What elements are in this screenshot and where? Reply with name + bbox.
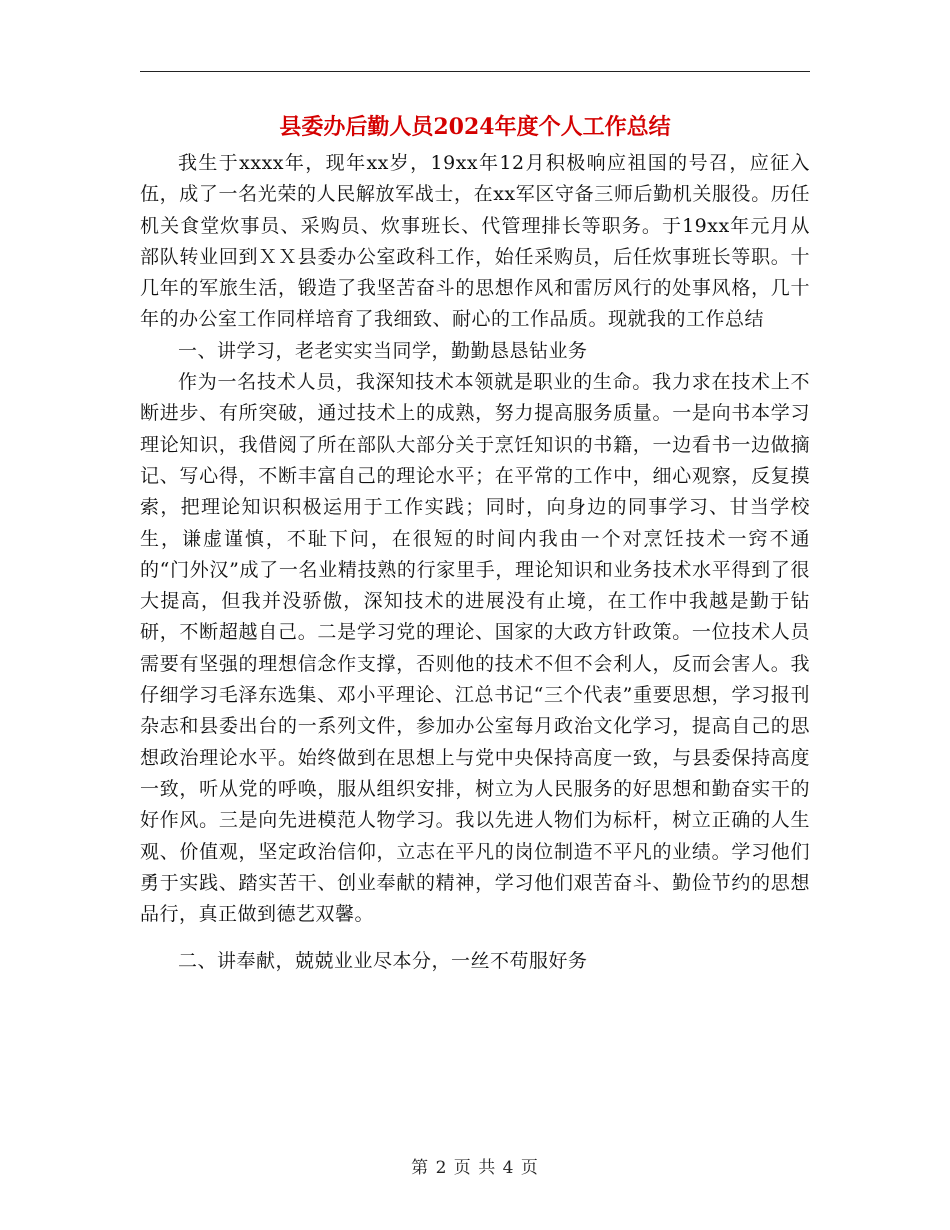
section-2-heading: 二、讲奉献，兢兢业业尽本分，一丝不苟服好务 [178, 950, 588, 973]
document-body [140, 148, 810, 978]
header-rule [140, 71, 810, 72]
document-title: 县委办后勤人员2024年度个人工作总结 [279, 114, 671, 140]
intro-paragraph: 我生于xxxx年，现年xx岁，19xx年12月积极响应祖国的号召，应征入伍，成了一名光荣的人民解放军战士，在xx军区守备三师后勤机关服役。历任机关食堂炊事员、采购员、炊事班长、代管理排长等职务。于19xx年元月从部队转业回到ＸＸ县委办公室政科工作，始任采购员，后任炊事班长等职。十几年的军旅生活，锻造了我坚苦奋斗的思想作风和雷厉风行的处事风格，几十年的办公室工作同样培育了我细致、耐心的工作品质。现就我的工作总结 [140, 152, 810, 331]
section-1-heading: 一、讲学习，老老实实当同学，勤勤恳恳钻业务 [178, 339, 588, 362]
section-gap [140, 930, 810, 946]
section-1-paragraph: 作为一名技术人员，我深知技术本领就是职业的生命。我力求在技术上不断进步、有所突破，通过技术上的成熟，努力提高服务质量。一是向书本学习理论知识，我借阅了所在部队大部分关于烹饪知识的书籍，一边看书一边做摘记、写心得，不断丰富自己的理论水平；在平常的工作中，细心观察，反复摸索，把理论知识积极运用于工作实践；同时，向身边的同事学习、甘当学校生，谦虚谨慎，不耻下问，在很短的时间内我由一个对烹饪技术一窍不通的“门外汉”成了一名业精技熟的行家里手，理论知识和业务技术水平得到了很大提高，但我并没骄傲，深知技术的进展没有止境，在工作中我越是勤于钻研，不断超越自己。二是学习党的理论、国家的大政方针政策。一位技术人员需要有坚强的理想信念作支撑，否则他的技术不但不会利人，反而会害人。我仔细学习毛泽东选集、邓小平理论、江总书记“三个代表”重要思想，学习报刊杂志和县委出台的一系列文件，参加办公室每月政治文化学习，提高自己的思想政治理论水平。始终做到在思想上与党中央保持高度一致，与县委保持高度一致，听从党的呼唤，服从组织安排，树立为人民服务的好思想和勤奋实干的好作风。三是向先进模范人物学习。我以先进人物们为标杆，树立正确的人生观、价值观，坚定政治信仰，立志在平凡的岗位制造不平凡的业绩。学习他们勇于实践、踏实苦干、创业奉献的精神，学习他们艰苦奋斗、勤俭节约的思想品行，真正做到德艺双馨。 [140, 371, 810, 926]
page-number-footer: 第 2 页 共 4 页 [411, 1158, 539, 1178]
